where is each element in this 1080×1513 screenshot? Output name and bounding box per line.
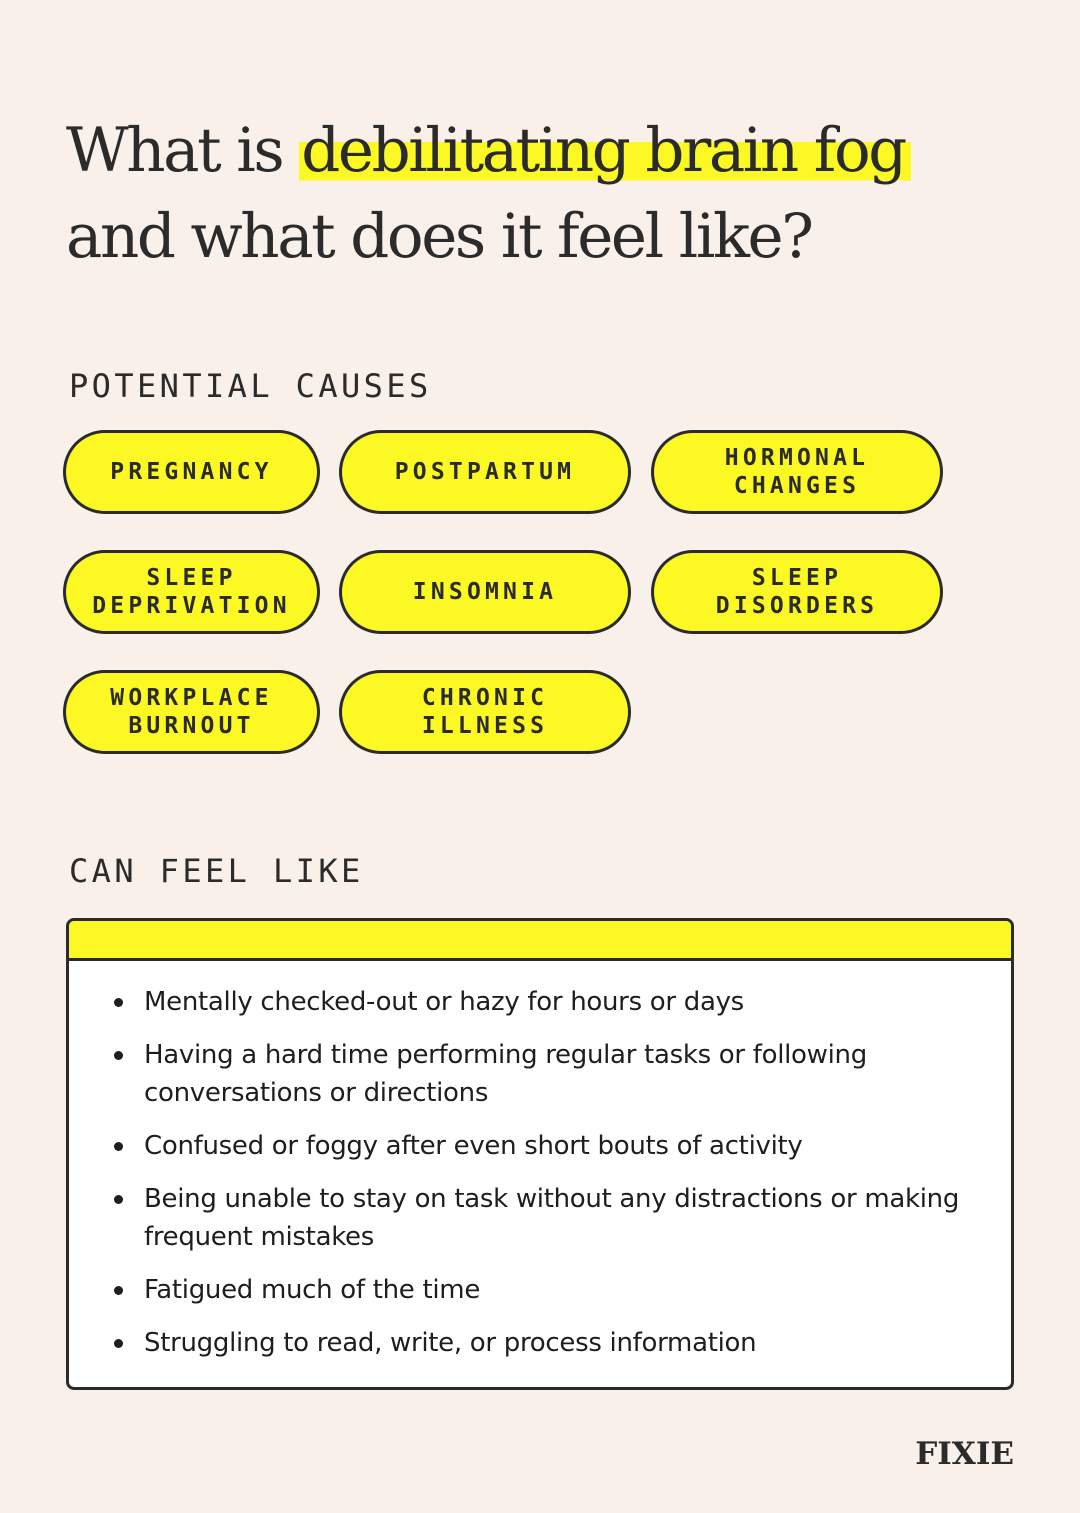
list-item: Struggling to read, write, or process information: [144, 1324, 971, 1362]
list-item: Confused or foggy after even short bouts of activity: [144, 1127, 971, 1165]
title-prefix: What is: [66, 115, 300, 186]
causes-heading: POTENTIAL CAUSES: [69, 367, 432, 405]
fixie-logo: FIXIE: [915, 1436, 1014, 1472]
cause-chip-postpartum: POSTPARTUM: [339, 430, 631, 514]
cause-chip-workplace-burnout: WORKPLACE BURNOUT: [63, 670, 320, 754]
cause-chip-chronic-illness: CHRONIC ILLNESS: [339, 670, 631, 754]
feel-heading: CAN FEEL LIKE: [69, 852, 364, 890]
cause-chip-sleep-deprivation: SLEEP DEPRIVATION: [63, 550, 320, 634]
list-item: Mentally checked-out or hazy for hours or days: [144, 983, 971, 1021]
title-line-2: and what does it feel like?: [66, 201, 812, 272]
causes-chip-group: [63, 430, 953, 760]
cause-chip-hormonal-changes: HORMONAL CHANGES: [651, 430, 943, 514]
symptoms-card: [66, 918, 1014, 1390]
list-item: Being unable to stay on task without any distractions or making frequent mistakes: [144, 1180, 971, 1256]
title-highlight: debilitating brain fog: [299, 115, 911, 186]
cause-chip-insomnia: INSOMNIA: [339, 550, 631, 634]
cause-chip-sleep-disorders: SLEEP DISORDERS: [651, 550, 943, 634]
cause-chip-pregnancy: PREGNANCY: [63, 430, 320, 514]
symptoms-card-header-bar: [69, 921, 1011, 961]
title-line-1: [66, 108, 1026, 194]
symptoms-list: [69, 961, 1011, 1362]
list-item: Fatigued much of the time: [144, 1271, 971, 1309]
list-item: Having a hard time performing regular tasks or following conversations or directions: [144, 1036, 971, 1112]
page-title: [66, 108, 1026, 280]
